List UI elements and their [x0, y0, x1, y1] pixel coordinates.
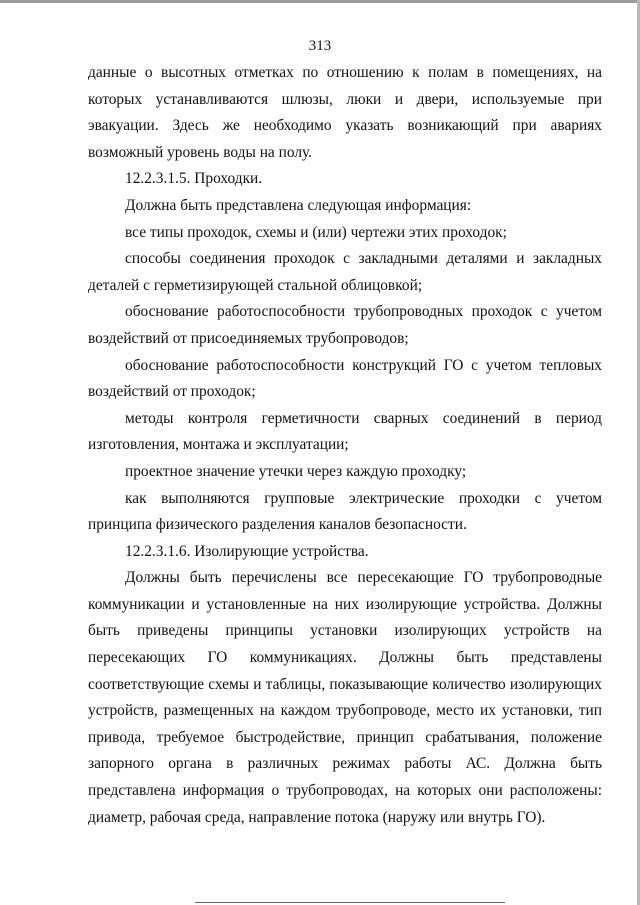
section-heading-penetrations: 12.2.3.1.5. Проходки. — [125, 170, 263, 188]
list-item: методы контроля герметичности сварных соединений в период изготовления, монтажа и эксплуатации; — [88, 409, 602, 454]
scan-top-border — [0, 0, 640, 3]
list-item: как выполняются групповые электрические проходки с учетом принципа физического разделения каналов безопасности. — [88, 489, 602, 534]
list-item: проектное значение утечки через каждую проходку; — [125, 462, 467, 480]
list-item: все типы проходок, схемы и (или) чертежи этих проходок; — [125, 223, 507, 241]
list-item: обоснование работоспособности конструкций ГО с учетом тепловых воздействий от проходок; — [88, 356, 602, 401]
section-heading-isolating-devices: 12.2.3.1.6. Изолирующие устройства. — [125, 542, 369, 560]
paragraph-continuation: данные о высотных отметках по отношению к полам в помещениях, на которых устанавливаются шлюзы, люки и двери, используемые при эвакуации. Здесь же необходимо указать возникающий при авариях возможный уровень воды на полу. — [88, 64, 602, 161]
list-item: обоснование работоспособности трубопроводных проходок с учетом воздействий от присоединяемых трубопроводов; — [88, 303, 602, 347]
paragraph: Должны быть перечислены все пересекающие ГО трубопроводные коммуникации и установленные на них изолирующие устройства. Должны быть приведены принципы установки изолирующих устройств на пересекающих ГО коммуникациях. Должны быть представлены соответствующие схемы и таблицы, показывающие количество изолирующих устройств, размещенных на каждом трубопроводе, место их установки, тип привода, требуемое быстродействие, принцип срабатывания, положение запорного органа в различных режимах работы АС. Должна быть представлена информация о трубопроводах, на которых они расположены: диаметр, рабочая среда, направление потока (наружу или внутрь ГО). — [88, 569, 602, 826]
page-number: 313 — [308, 38, 332, 54]
scan-bottom-edge — [195, 902, 505, 903]
paragraph: Должна быть представлена следующая информация: — [125, 196, 472, 214]
list-item: способы соединения проходок с закладными деталями и закладных деталей с герметизирующей стальной облицовкой; — [88, 250, 602, 294]
document-body — [88, 60, 602, 831]
